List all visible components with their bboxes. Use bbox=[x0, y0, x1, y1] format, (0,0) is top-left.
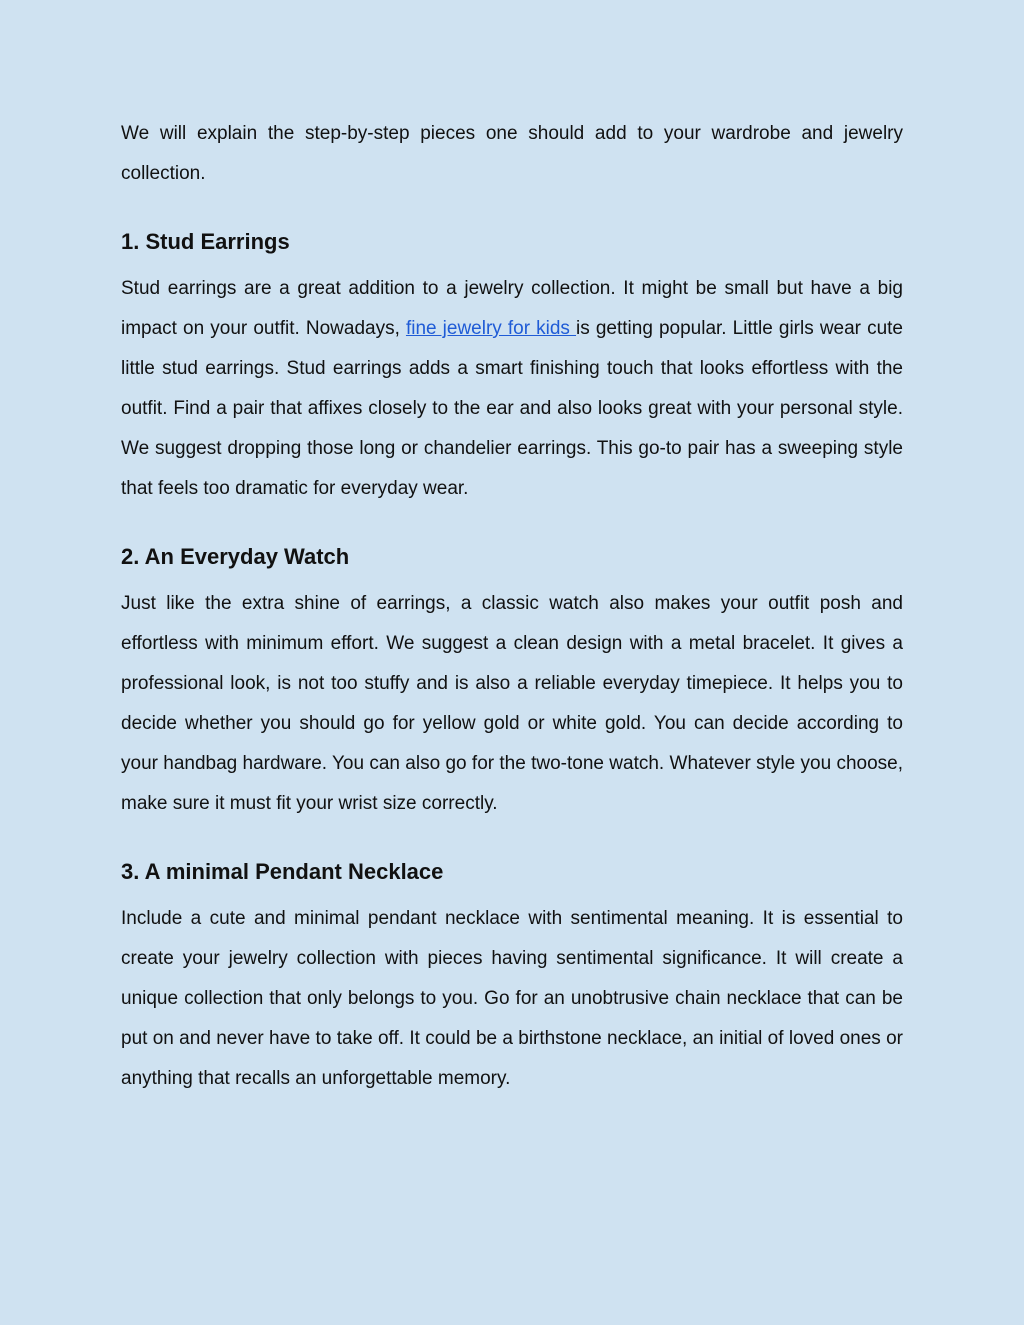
section-heading: 1. Stud Earrings bbox=[121, 229, 290, 254]
document-page bbox=[121, 114, 903, 1132]
section-paragraph bbox=[121, 269, 903, 509]
section-heading: 3. A minimal Pendant Necklace bbox=[121, 859, 444, 884]
section-everyday-watch bbox=[121, 542, 903, 824]
paragraph-text: is getting popular. Little girls wear cute little stud earrings. Stud earrings adds a smart finishing touch that looks effortless with the outfit. Find a pair that affixes closely to the ear and also looks great with your personal style. We suggest dropping those long or chandelier earrings. This go-to pair has a sweeping style that feels too dramatic for everyday wear. bbox=[121, 318, 903, 499]
section-paragraph: Include a cute and minimal pendant necklace with sentimental meaning. It is essential to create your jewelry collection with pieces having sentimental significance. It will create a unique collection that only belongs to you. Go for an unobtrusive chain necklace that can be put on and never have to take off. It could be a birthstone necklace, an initial of loved ones or anything that recalls an unforgettable memory. bbox=[121, 908, 903, 1089]
section-paragraph: Just like the extra shine of earrings, a classic watch also makes your outfit posh and effortless with minimum effort. We suggest a clean design with a metal bracelet. It gives a professional look, is not too stuffy and is also a reliable everyday timepiece. It helps you to decide whether you should go for yellow gold or white gold. You can decide according to your handbag hardware. You can also go for the two-tone watch. Whatever style you choose, make sure it must fit your wrist size correctly. bbox=[121, 593, 903, 814]
intro-paragraph: We will explain the step-by-step pieces one should add to your wardrobe and jewelry collection. bbox=[121, 123, 903, 184]
section-pendant-necklace bbox=[121, 857, 903, 1099]
paragraph-text: Stud earrings are a great addition to a jewelry collection. It might be small but have a big impact on your outfit. Nowadays, bbox=[121, 278, 903, 339]
section-stud-earrings bbox=[121, 227, 903, 509]
section-heading: 2. An Everyday Watch bbox=[121, 544, 350, 569]
fine-jewelry-for-kids-link[interactable]: fine jewelry for kids bbox=[405, 318, 577, 339]
